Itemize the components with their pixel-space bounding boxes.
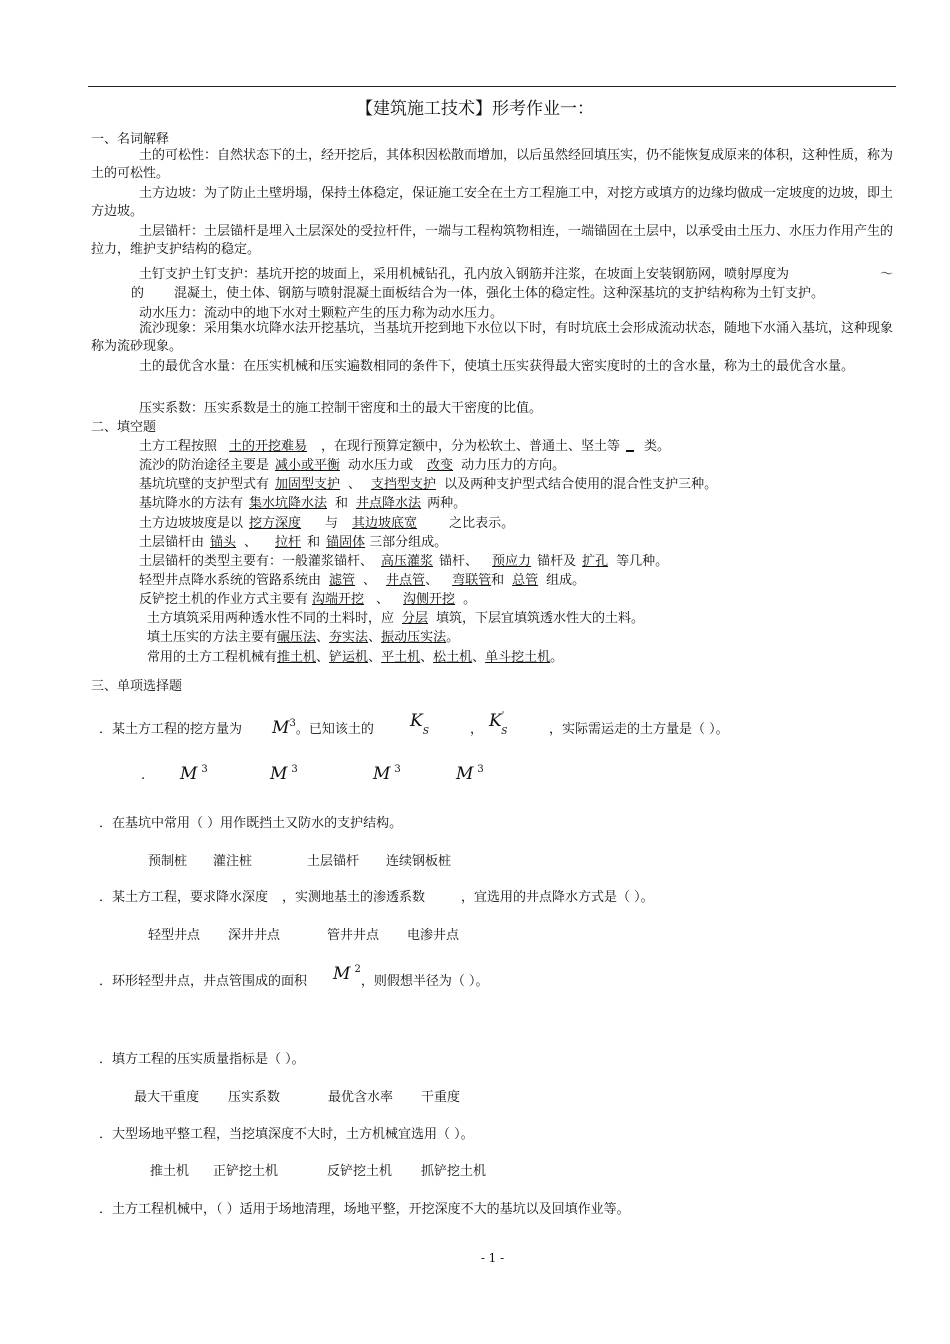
- definition-paragraph: 流沙现象：采用集水坑降水法开挖基坑，当基坑开挖到地下水位以下时，有时坑底土会形成流动状态，随地下水涌入基坑，这种现象称为流砂现象。: [91, 321, 894, 354]
- answer-blank: 振动压实法: [381, 630, 447, 645]
- q2-option[interactable]: 连续钢板桩: [386, 854, 452, 869]
- question-4: ．环形轻型井点，井点管围成的面积 M $^2$，则假想半径为（ ）。: [99, 964, 489, 989]
- text-fragment: 的: [131, 286, 145, 301]
- answer-blank: 其边坡底宽: [352, 516, 418, 531]
- fill-line: 土方填筑采用两种透水性不同的土料时，应 分层 填筑，下层宜填筑透水性大的土料。: [147, 611, 645, 626]
- fill-line: 基坑降水的方法有 集水坑降水法 和 井点降水法 两种。: [139, 496, 467, 511]
- fill-line: 流沙的防治途径主要是 减小或平衡 动水压力或 改变 动力压力的方向。: [139, 458, 566, 473]
- section-heading-definitions: 一、名词解释: [91, 132, 170, 147]
- answer-blank: 夯实法: [329, 630, 369, 645]
- comma: ，: [470, 722, 484, 737]
- q3-option[interactable]: 轻型井点: [148, 928, 201, 943]
- q3-option[interactable]: 深井井点: [228, 928, 281, 943]
- question-1: ．某土方工程的挖方量为 $M^3$。已知该土的: [99, 718, 374, 738]
- answer-blank: 加固型支护: [275, 477, 341, 492]
- definition-paragraph: 混凝土，使土体、钢筋与喷射混凝土面板结合为一体，强化土体的稳定性。这种深基坑的支护结构称为土钉支护。: [174, 286, 825, 301]
- answer-blank: 单斗挖土机: [485, 650, 551, 665]
- fill-line: 填土压实的方法主要有碾压法、夯实法、振动压实法。: [147, 630, 460, 645]
- answer-blank: 高压灌浆: [381, 554, 434, 569]
- answer-blank: 井点管: [386, 573, 426, 588]
- answer-blank: 碾压法: [277, 630, 317, 645]
- q1-option-marker: .: [141, 768, 146, 783]
- answer-blank: 滤管: [329, 573, 356, 588]
- q6-option[interactable]: 正铲挖土机: [213, 1164, 279, 1179]
- question-6: ．大型场地平整工程，当挖填深度不大时，土方机械宜选用（ ）。: [99, 1127, 474, 1142]
- definition-paragraph: 土的最优含水量：在压实机械和压实遍数相同的条件下，使填土压实获得最大密实度时的土的含水量，称为土的最优含水量。: [139, 359, 855, 374]
- math-symbol: $K_S$: [410, 711, 429, 737]
- fill-line: 反铲挖土机的作业方式主要有 沟端开挖 、 沟侧开挖 。: [139, 592, 477, 607]
- answer-blank: 扩孔: [582, 554, 609, 569]
- q3-option[interactable]: 电渗井点: [407, 928, 460, 943]
- fill-line: 土方边坡坡度是以 挖方深度 与 其边坡底宽 之比表示。: [139, 516, 515, 531]
- answer-blank: 分层: [402, 611, 429, 626]
- fill-line: 土方工程按照 土的开挖难易 ，在现行预算定额中，分为松软土、普通土、坚土等 类。: [139, 439, 671, 454]
- question-text: ，实际需运走的土方量是（ ）。: [549, 722, 729, 737]
- answer-blank: 挖方深度: [249, 516, 302, 531]
- answer-blank: 土的开挖难易: [229, 439, 308, 454]
- q2-option[interactable]: 土层锚杆: [307, 854, 360, 869]
- tilde-mark: ～: [880, 267, 894, 282]
- answer-blank: 平土机: [381, 650, 421, 665]
- answer-blank: 锚固体: [326, 535, 366, 550]
- q2-option[interactable]: 灌注桩: [213, 854, 253, 869]
- answer-blank: 支挡型支护: [371, 477, 437, 492]
- answer-blank: 总管: [512, 573, 539, 588]
- definition-paragraph: 土方边坡：为了防止土壁坍塌，保持土体稳定，保证施工安全在土方工程施工中，对挖方或填方的边缘均做成一定坡度的边坡，即土方边坡。: [91, 186, 894, 219]
- question-5: ．填方工程的压实质量指标是（ ）。: [99, 1052, 305, 1067]
- q5-option[interactable]: 压实系数: [228, 1090, 281, 1105]
- q1-option[interactable]: M $^3$: [180, 764, 208, 784]
- answer-blank: 井点降水法: [356, 496, 422, 511]
- q5-option[interactable]: 最优含水率: [328, 1090, 394, 1105]
- fill-line: 基坑坑壁的支护型式有 加固型支护 、 支挡型支护 以及两种支护型式结合使用的混合性支护三种。: [139, 477, 718, 492]
- answer-blank: 松土机: [433, 650, 473, 665]
- question-3: ．某土方工程，要求降水深度 ，实测地基土的渗透系数 ，宜选用的井点降水方式是（ ）。: [99, 890, 654, 905]
- fill-line: 土层锚杆由 锚头 、 拉杆 和 锚固体 三部分组成。: [139, 535, 448, 550]
- answer-blank: 沟端开挖: [312, 592, 365, 607]
- answer-blank: 铲运机: [329, 650, 369, 665]
- definition-paragraph: 土钉支护土钉支护：基坑开挖的坡面上，采用机械钻孔，孔内放入钢筋并注浆，在坡面上安装钢筋网，喷射厚度为: [139, 267, 790, 282]
- definition-paragraph: 土的可松性：自然状态下的土，经开挖后，其体积因松散而增加，以后虽然经回填压实，仍不能恢复成原来的体积，这种性质，称为土的可松性。: [91, 148, 894, 181]
- question-7: ．土方工程机械中，（ ）适用于场地清理，场地平整，开挖深度不大的基坑以及回填作业等。: [99, 1202, 630, 1217]
- definition-paragraph: 动水压力：流动中的地下水对土颗粒产生的压力称为动水压力。: [139, 306, 504, 321]
- q1-option[interactable]: M $^3$: [270, 764, 298, 784]
- definition-paragraph: 土层锚杆：土层锚杆是埋入土层深处的受拉杆件，一端与工程构筑物相连，一端锚固在土层中，以承受由土压力、水压力作用产生的拉力，维护支护结构的稳定。: [91, 224, 894, 257]
- section-heading-fill: 二、填空题: [91, 420, 157, 435]
- q3-option[interactable]: 管井井点: [327, 928, 380, 943]
- question-2: ．在基坑中常用（ ）用作既挡土又防水的支护结构。: [99, 816, 403, 831]
- q6-option[interactable]: 推土机: [150, 1164, 190, 1179]
- answer-blank: 弯联管: [452, 573, 492, 588]
- answer-blank: 预应力: [492, 554, 532, 569]
- math-symbol: M: [272, 718, 290, 738]
- q1-option[interactable]: M $^3$: [373, 764, 401, 784]
- fill-line: 常用的土方工程机械有推土机、铲运机、平土机、松土机、单斗挖土机。: [147, 650, 564, 665]
- q2-option[interactable]: 预制桩: [148, 854, 188, 869]
- answer-blank: 锚头: [210, 535, 237, 550]
- answer-blank: 推土机: [277, 650, 317, 665]
- answer-blank: 拉杆: [275, 535, 302, 550]
- math-symbol: $K'_S$: [489, 711, 508, 737]
- q6-option[interactable]: 抓铲挖土机: [421, 1164, 487, 1179]
- definition-paragraph: 压实系数：压实系数是土的施工控制干密度和土的最大干密度的比值。: [139, 401, 543, 416]
- q5-option[interactable]: 最大干重度: [134, 1090, 200, 1105]
- answer-blank: 集水坑降水法: [249, 496, 328, 511]
- answer-blank: 沟侧开挖: [403, 592, 456, 607]
- page-title: 【建筑施工技术】形考作业一：: [356, 99, 594, 119]
- q6-option[interactable]: 反铲挖土机: [327, 1164, 393, 1179]
- page-number: - 1 -: [480, 1251, 505, 1265]
- answer-blank: 减小或平衡: [275, 458, 341, 473]
- header-rule: [88, 86, 896, 87]
- math-symbol: M: [333, 964, 351, 984]
- fill-line: 土层锚杆的类型主要有：一般灌浆锚杆、 高压灌浆 锚杆、 预应力 锚杆及 扩孔 等几种。: [139, 554, 669, 569]
- answer-blank: 改变: [427, 458, 454, 473]
- section-heading-choice: 三、单项选择题: [91, 679, 183, 694]
- q5-option[interactable]: 干重度: [421, 1090, 461, 1105]
- q1-option[interactable]: M $^3$: [456, 764, 484, 784]
- fill-line: 轻型井点降水系统的管路系统由 滤管 、 井点管、 弯联管和 总管 组成。: [139, 573, 586, 588]
